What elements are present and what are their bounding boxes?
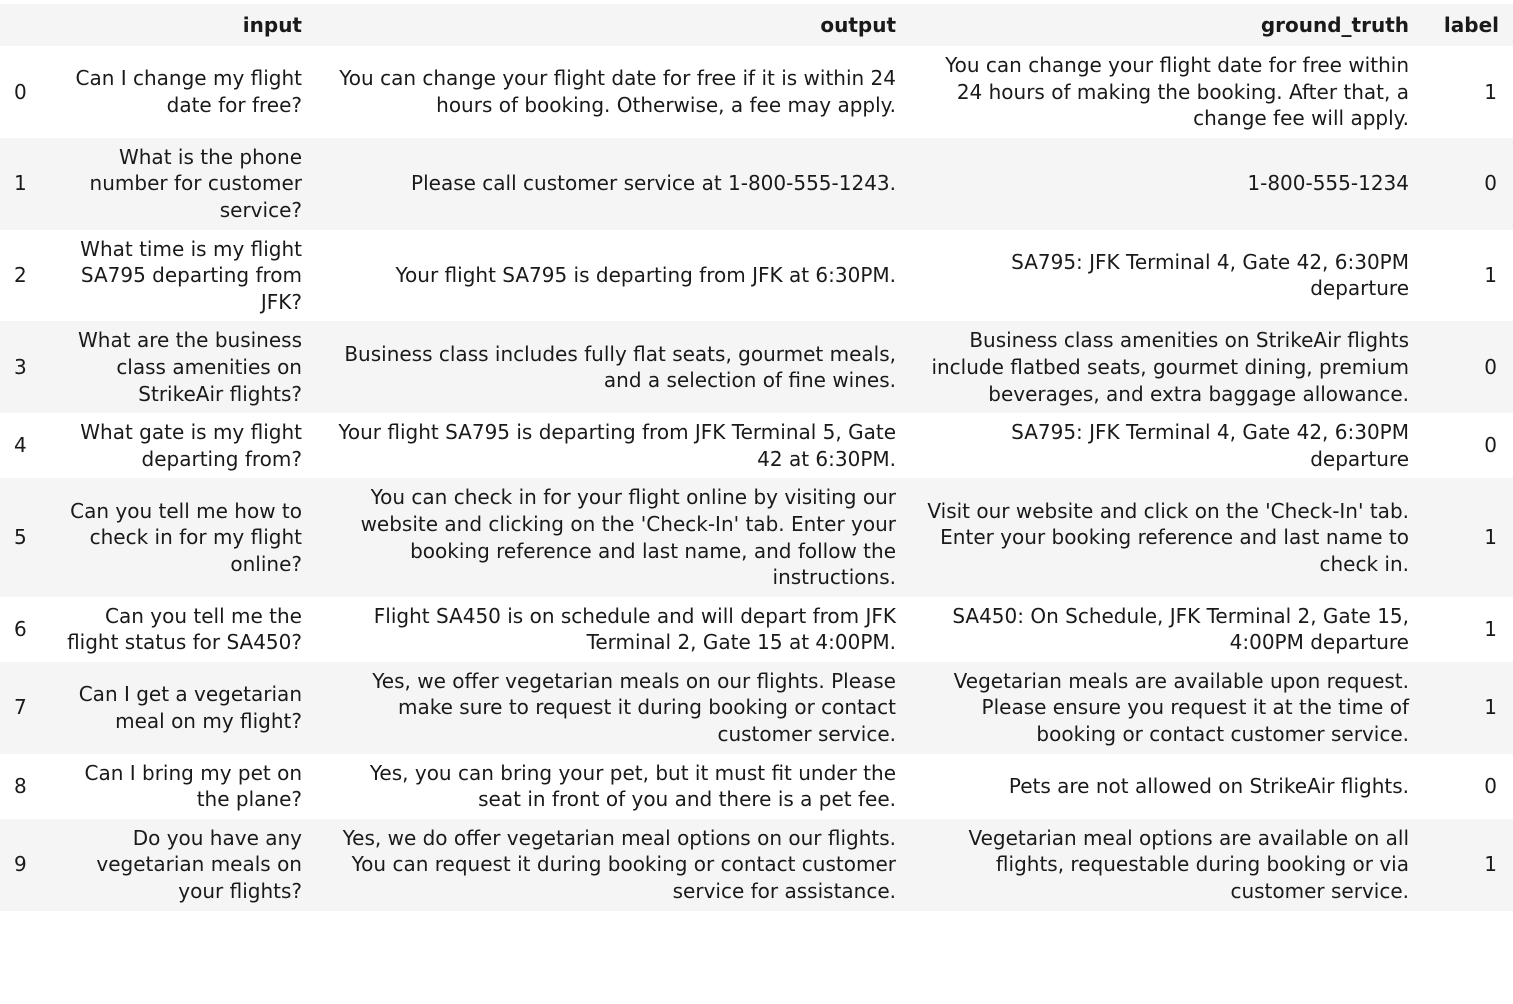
cell-input: Can you tell me the flight status for SA450?: [67, 603, 302, 655]
cell-label: 1: [1484, 616, 1497, 641]
row-index: 7: [0, 662, 44, 754]
table-body: [0, 46, 1513, 911]
table-row: [0, 230, 1513, 322]
cell-label: 1: [1423, 662, 1513, 754]
row-index: 8: [14, 773, 27, 798]
cell-input: Can I change my flight date for free?: [75, 66, 302, 117]
cell-label: 0: [1484, 433, 1497, 458]
cell-input: Can you tell me how to check in for my flight online?: [44, 478, 316, 596]
cell-label: 1: [1484, 263, 1497, 288]
table-row: [0, 46, 1513, 138]
row-index: 0: [14, 79, 27, 104]
cell-label: 1: [1484, 79, 1497, 104]
row-index: 9: [0, 819, 44, 911]
cell-input: What time is my flight SA795 departing from JFK?: [80, 236, 302, 314]
table-row: [0, 662, 1513, 754]
cell-input: What gate is my flight departing from?: [80, 420, 302, 471]
table-row: [0, 754, 1513, 819]
dataframe-table: [0, 4, 1513, 911]
cell-label: 0: [1423, 138, 1513, 230]
table-row: [0, 321, 1513, 413]
cell-output: You can check in for your flight online by visiting our website and clicking on the 'Check-In' tab. Enter your booking reference and last name, and follow the instructions.: [316, 478, 910, 596]
cell-label: 1: [1423, 819, 1513, 911]
cell-ground-truth: Visit our website and click on the 'Check-In' tab. Enter your booking reference and last name to check in.: [910, 478, 1423, 596]
cell-output: Flight SA450 is on schedule and will depart from JFK Terminal 2, Gate 15 at 4:00PM.: [373, 603, 896, 655]
column-header-output: output: [316, 4, 910, 46]
cell-output: Yes, you can bring your pet, but it must fit under the seat in front of you and there is a pet fee.: [369, 760, 896, 812]
cell-input: Can I bring my pet on the plane?: [84, 760, 302, 812]
cell-input: Can I get a vegetarian meal on my flight?: [44, 662, 316, 754]
cell-ground-truth: Vegetarian meal options are available on all flights, requestable during booking or via customer service.: [910, 819, 1423, 911]
table-row: [0, 478, 1513, 596]
cell-ground-truth: 1-800-555-1234: [910, 138, 1423, 230]
cell-ground-truth: Pets are not allowed on StrikeAir flights.: [1008, 773, 1409, 798]
cell-output: Your flight SA795 is departing from JFK Terminal 5, Gate 42 at 6:30PM.: [338, 420, 896, 471]
table-row: [0, 413, 1513, 478]
row-index: 3: [0, 321, 44, 413]
row-index: 4: [14, 433, 27, 458]
cell-output: Yes, we offer vegetarian meals on our flights. Please make sure to request it during booking or contact customer service.: [316, 662, 910, 754]
table-header: [0, 4, 1513, 46]
index-header: [0, 4, 44, 46]
row-index: 1: [0, 138, 44, 230]
cell-output: You can change your flight date for free if it is within 24 hours of booking. Otherwise, a fee may apply.: [339, 66, 896, 117]
column-header-input: input: [44, 4, 316, 46]
cell-ground-truth: Vegetarian meals are available upon request. Please ensure you request it at the time of booking or contact customer service.: [910, 662, 1423, 754]
cell-label: 0: [1484, 773, 1497, 798]
cell-output: Yes, we do offer vegetarian meal options on our flights. You can request it during booking or contact customer service for assistance.: [316, 819, 910, 911]
cell-label: 0: [1423, 321, 1513, 413]
cell-label: 1: [1423, 478, 1513, 596]
row-index: 2: [14, 263, 27, 288]
cell-ground-truth: SA450: On Schedule, JFK Terminal 2, Gate 15, 4:00PM departure: [952, 603, 1409, 655]
cell-input: What are the business class amenities on StrikeAir flights?: [44, 321, 316, 413]
cell-input: What is the phone number for customer service?: [44, 138, 316, 230]
row-index: 6: [14, 616, 27, 641]
table-row: [0, 819, 1513, 911]
cell-output: Your flight SA795 is departing from JFK at 6:30PM.: [395, 263, 896, 288]
cell-output: Please call customer service at 1-800-555-1243.: [316, 138, 910, 230]
table-row: [0, 138, 1513, 230]
column-header-label: label: [1423, 4, 1513, 46]
cell-output: Business class includes fully flat seats, gourmet meals, and a selection of fine wines.: [316, 321, 910, 413]
cell-ground-truth: SA795: JFK Terminal 4, Gate 42, 6:30PM departure: [1011, 249, 1409, 301]
cell-ground-truth: You can change your flight date for free within 24 hours of making the booking. After that, a change fee will apply.: [945, 53, 1409, 131]
row-index: 5: [0, 478, 44, 596]
table-row: [0, 597, 1513, 662]
cell-ground-truth: SA795: JFK Terminal 4, Gate 42, 6:30PM departure: [1011, 420, 1409, 471]
header-row: [0, 4, 1513, 46]
column-header-ground-truth: ground_truth: [910, 4, 1423, 46]
cell-input: Do you have any vegetarian meals on your flights?: [44, 819, 316, 911]
cell-ground-truth: Business class amenities on StrikeAir flights include flatbed seats, gourmet dining, premium beverages, and extra baggage allowance.: [910, 321, 1423, 413]
